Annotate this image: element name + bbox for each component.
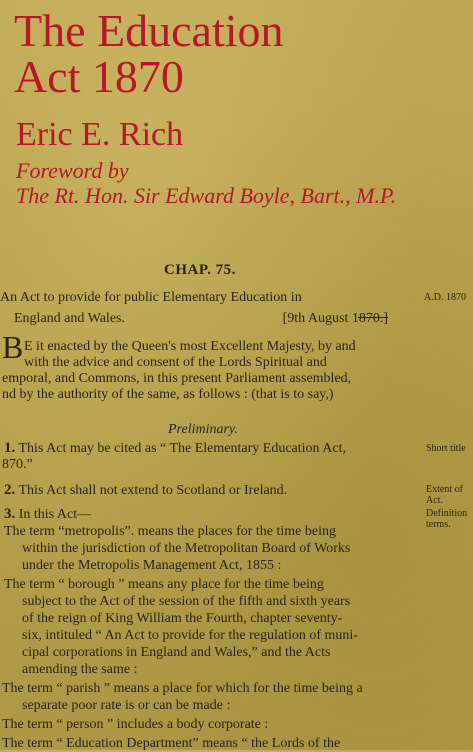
definition-line-11: separate poor rate is or can be made :: [22, 698, 231, 713]
definition-line-9: amending the same :: [22, 662, 138, 677]
author-name: Eric E. Rich: [16, 116, 184, 153]
enact-line-3: emporal, and Commons, in this present Parliament assembled,: [2, 371, 352, 386]
intro-location: England and Wales.: [14, 311, 125, 326]
margin-extent-2: Act.: [426, 495, 443, 506]
intro-date: [9th August 1870.]: [282, 311, 388, 326]
book-title: [14, 5, 284, 102]
intro-line-2: [14, 311, 388, 327]
margin-ad-year: A.D. 1870: [424, 292, 466, 303]
foreword-label: Foreword by: [16, 158, 129, 183]
definition-line-5: subject to the Act of the session of the fifth and sixth years: [22, 594, 351, 609]
enact-drop-cap: B: [2, 329, 24, 365]
intro-line-1: An Act to provide for public Elementary Education in: [0, 290, 302, 305]
section-1-text: This Act may be cited as “ The Elementary Education Act,: [18, 441, 346, 456]
definition-line-8: cipal corporations in England and Wales,” and the Acts: [22, 645, 331, 660]
foreword-author: The Rt. Hon. Sir Edward Boyle, Bart., M.P.: [16, 183, 397, 208]
definition-line-4: The term “ borough ” means any place for the time being: [4, 577, 324, 592]
section-1-line-1: [4, 440, 346, 457]
definition-line-10: The term “ parish ” means a place for which for the time being a: [2, 681, 363, 696]
margin-definition-2: terms.: [426, 519, 451, 530]
section-2-text: This Act shall not extend to Scotland or Ireland.: [18, 483, 288, 498]
act-page-excerpt: [0, 250, 473, 750]
foreword-credit: [16, 158, 396, 208]
enact-line-4: nd by the authority of the same, as follows : (that is to say,): [2, 387, 334, 402]
definition-line-7: six, intituled “ An Act to provide for the regulation of muni-: [22, 628, 358, 643]
section-2-line: [4, 482, 287, 499]
chapter-heading: CHAP. 75.: [164, 262, 236, 278]
margin-extent-1: Extent of: [426, 484, 463, 495]
title-line-2: Act 1870: [14, 51, 184, 102]
definition-line-1: The term “metropolis”. means the places for the time being: [4, 524, 336, 539]
definition-line-3: under the Metropolis Management Act, 1855 :: [22, 558, 282, 573]
definition-line-2: within the jurisdiction of the Metropolitan Board of Works: [22, 541, 351, 556]
margin-definition-1: Definition: [426, 508, 468, 519]
definition-line-13: The term “ Education Department” means “ the Lords of the: [2, 736, 341, 751]
section-1-line-2: 870.”: [2, 457, 33, 472]
section-1-number: 1.: [4, 440, 16, 456]
enact-line-1: E it enacted by the Queen's most Excellent Majesty, by and: [24, 339, 356, 354]
title-line-1: The Education: [14, 5, 284, 56]
margin-short-title: Short title: [426, 443, 466, 454]
definition-line-12: The term “ person ” includes a body corporate :: [2, 717, 269, 732]
section-3-number: 3.: [4, 506, 16, 522]
enact-line-2: with the advice and consent of the Lords Spiritual and: [24, 355, 327, 370]
section-3-line: [4, 506, 91, 523]
section-3-text: In this Act—: [18, 507, 92, 522]
section-2-number: 2.: [4, 482, 16, 498]
preliminary-heading: Preliminary.: [168, 422, 238, 437]
date-underline: [358, 317, 388, 318]
definition-line-6: of the reign of King William the Fourth, chapter seventy-: [22, 611, 343, 626]
